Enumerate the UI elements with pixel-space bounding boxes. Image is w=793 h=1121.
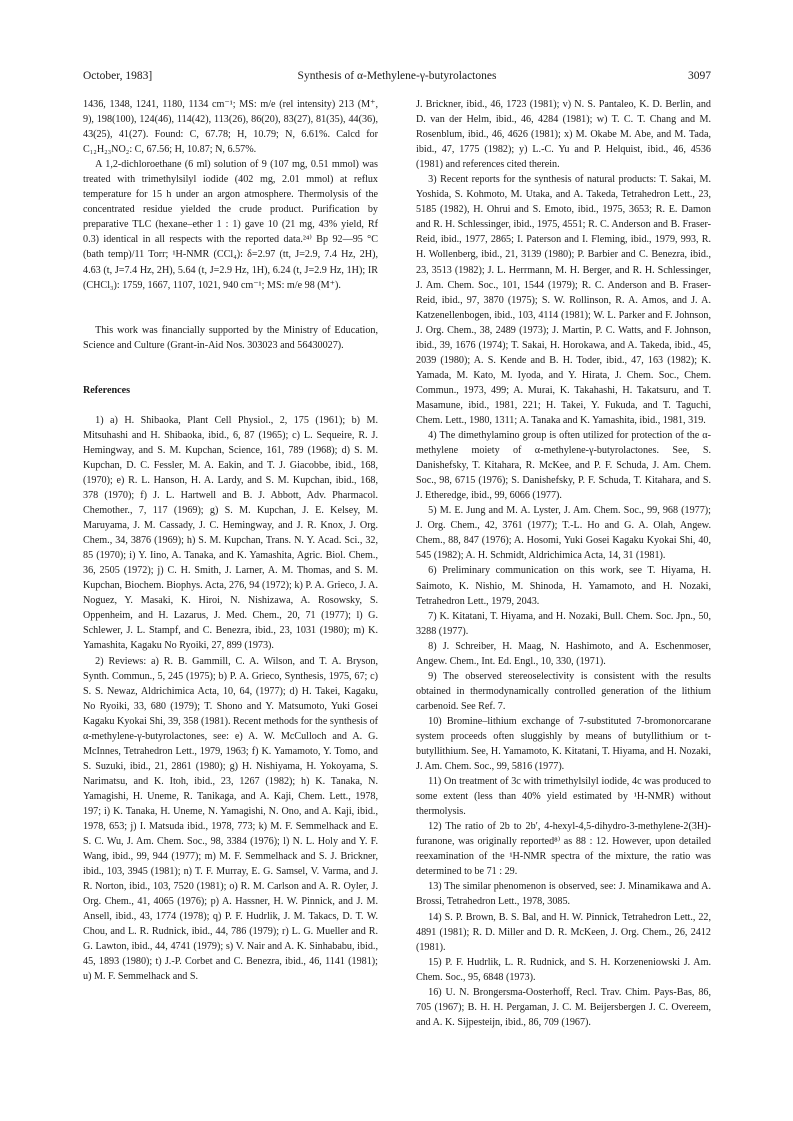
experimental-paragraph: A 1,2-dichloroethane (6 ml) solution of 9 (107 mg, 0.51 mmol) was treated with trimethylsilyl iodide (402 mg, 2.01 mmol) at reflux temperature for 15 h under an argon atmosphere. Thermolysis of the concentrated residue yielded the crude product. Purification by preparative TLC (hexane–ether 1 : 1) gave 10 (21 mg, 43% yield, Rf 0.3) identical in all respects with the reported data.²⁴⁾ Bp 92—95 °C (bath temp)/11 Torr; ¹H-NMR (CCl₄): δ=2.97 (tt, J=2.9, 7.4 Hz, 2H), 4.63 (t, J=7.4 Hz, 2H), 5.64 (t, J=2.9 Hz, 1H), 6.24 (t, J=2.9 Hz, 1H); IR (CHCl₃): 1759, 1667, 1107, 1021, 940 cm⁻¹; MS: m/e 98 (M⁺). [83, 159, 378, 291]
reference-3: 3) Recent reports for the synthesis of natural products: T. Sakai, M. Yoshida, S. Kohmoto, M. Utaka, and A. Takeda, Tetrahedron Lett., 23, 5185 (1982), H. Ohrui and S. Emoto, ibid., 1975, 3653; R. E. Damon and R. H. Schlessinger, ibid., 1975, 4551; R. C. Anderson and B. Fraser-Reid, ibid., 1977, 2865; I. Paterson and I. Fleming, ibid., 1979, 993, R. H. Wollenberg, ibid., 21, 3139 (1980); P. Barbier and C. Benezra, ibid., 23, 3513 (1982); J. L. Herrmann, M. H. Berger, and R. H. Schlessinger, J. Am. Chem. Soc., 101, 1544 (1979); R. C. Anderson and B. Fraser-Reid, ibid., 97, 3870 (1975); S. W. Rollinson, R. A. Amos, and J. A. Katzenellenbogen, ibid., 103, 4114 (1981); W. L. Parker and F. Johnson, J. Org. Chem., 38, 2489 (1973); J. Martin, P. C. Watts, and F. Johnson, ibid., 39, 1676 (1974); T. Sakai, H. Horokawa, and A. Takeda, ibid., 45, 2039 (1980); A. S. Kende and B. H. Toder, ibid., 47, 163 (1982); K. Yamada, M. Kato, M. Iyoda, and Y. Hirata, J. Chem. Soc., Chem. Commun., 1973, 499; A. Murai, K. Takahashi, H. Takatsuru, and T. Masamune, ibid., 1981, 221; H. Takei, Y. Fukuda, and T. Taguchi, Chem. Lett., 1980, 1311; A. Tanaka and K. Yamashita, ibid., 1981, 319. [416, 174, 711, 426]
right-column [416, 97, 711, 1030]
reference-7: 7) K. Kitatani, T. Hiyama, and H. Nozaki, Bull. Chem. Soc. Jpn., 50, 3288 (1977). [416, 610, 711, 637]
header-title: Synthesis of α-Methylene-γ-butyrolactones [297, 70, 497, 82]
reference-11: 11) On treatment of 3c with trimethylsilyl iodide, 4c was produced to some extent (less than 40% yield estimated by ¹H-NMR) without thermolysis. [416, 776, 711, 818]
reference-15: 15) P. F. Hudrlik, L. R. Rudnick, and S. H. Korzeneniowski J. Am. Chem. Soc., 95, 6848 (1973). [416, 956, 711, 983]
reference-1: 1) a) H. Shibaoka, Plant Cell Physiol., 2, 175 (1961); b) M. Mitsuhashi and H. Shibaoka, ibid., 6, 87 (1965); c) L. Sequeire, R. J. Hemingway, and S. M. Kupchan, Science, 161, 789 (1968); d) S. M. Kupchan, D. C. Fessler, M. A. Eakin, and T. J. Giacobbe, ibid., 168, (1970); e) R. L. Hanson, H. A. Lardy, and S. M. Kupchan, ibid., 168, 378 (1970); f) J. L. Hartwell and B. J. Abbott, Adv. Pharmacol. Chemother., 7, 117 (1969); g) S. M. Kupchan, J. E. Kelsey, M. Maruyama, J. M. Cassady, J. C. Hemingway, and J. R. Knox, J. Org. Chem., 34, 3876 (1969); h) S. M. Kupchan, Trans. N. Y. Acad. Sci., 32, 85 (1970); i) Y. Iino, A. Tanaka, and K. Yamashita, Agric. Biol. Chem., 36, 2505 (1972); j) C. H. Smith, J. Larner, A. M. Thomas, and S. M. Kupchan, Biochem. Biophys. Acta, 276, 94 (1972); k) P. A. Grieco, J. A. Noguez, Y. Masaki, K. Hiroi, N. Nishizawa, A. Rosowsky, S. Oppenheim, and H. Lazarus, J. Med. Chem., 20, 71 (1977); l) G. Schlewer, J. L. Stampf, and C. Benezra, ibid., 23, 1031 (1980); m) K. Yamashita, Kagaku No Ryoiki, 27, 899 (1973). [83, 414, 378, 652]
experimental-continued: 1436, 1348, 1241, 1180, 1134 cm⁻¹; MS: m/e (rel intensity) 213 (M⁺, 9), 198(100), 124(46), 114(42), 113(26), 86(20), 83(27), 81(35), 44(36), 43(25), 41(27). Found: C, 67.78; H, 10.79; N, 6.61%. Calcd for C₁₂H₂₃NO₂: C, 67.56; H, 10.87; N, 6.57%. [83, 99, 378, 156]
reference-12: 12) The ratio of 2b to 2b′, 4-hexyl-4,5-dihydro-3-methylene-2(3H)-furanone, was originally reported⁸⁾ as 88 : 12. However, upon detailed reexamination of the ¹H-NMR spectra of the mixture, the ratio was determined to be 71 : 29. [416, 821, 711, 878]
reference-6: 6) Preliminary communication on this work, see T. Hiyama, H. Saimoto, K. Nishio, M. Shinoda, H. Yamamoto, and H. Nozaki, Tetrahedron Lett., 1979, 2043. [416, 565, 711, 607]
reference-13: 13) The similar phenomenon is observed, see: J. Minamikawa and A. Brossi, Tetrahedron Lett., 1978, 3085. [416, 881, 711, 908]
reference-2-continued: J. Brickner, ibid., 46, 1723 (1981); v) N. S. Pantaleo, K. D. Berlin, and D. van der Helm, ibid., 46, 4284 (1981); w) T. C. T. Chang and M. Rosenblum, ibid., 46, 4626 (1981); x) M. Okabe M. Abe, and M. Tada, ibid., 47, 1775 (1982); y) L.-C. Yu and P. Helquist, ibid., 46, 4536 (1981) and references cited therein. [416, 99, 711, 171]
reference-8: 8) J. Schreiber, H. Maag, N. Hashimoto, and A. Eschenmoser, Angew. Chem., Int. Ed. Engl., 10, 330, (1971). [416, 640, 711, 667]
header-date: October, 1983] [83, 70, 153, 82]
reference-14: 14) S. P. Brown, B. S. Bal, and H. W. Pinnick, Tetrahedron Lett., 22, 4891 (1981); R. D. Miller and D. R. McKeen, J. Org. Chem., 26, 2412 (1981). [416, 911, 711, 953]
reference-2: 2) Reviews: a) R. B. Gammill, C. A. Wilson, and T. A. Bryson, Synth. Commun., 5, 245 (1975); b) P. A. Grieco, Synthesis, 1975, 67; c) S. S. Newaz, Aldrichimica Acta, 10, 64, (1977); d) H. Takei, Kagaku, No Ryoiki, 33, 680 (1979); T. Shono and Y. Matsumoto, Yuki Gosei Kagaku Kyokai Shi, 39, 358 (1981). Recent methods for the synthesis of α-methylene-γ-butyrolactones, see: e) A. W. McCulloch and A. G. McInnes, Tetrahedron Lett., 1979, 1963; f) K. Yamamoto, Y. Tomo, and S. Suzuki, ibid., 21, 2861 (1980); g) H. Nishiyama, H. Yokoyama, S. Narimatsu, and K. Itoh, ibid., 23, 1267 (1982); h) K. Tanaka, N. Yamagishi, H. Uneme, R. Tanikaga, and A. Kaji, Chem. Lett., 1978, 197; i) K. Tanaka, H. Uneme, N. Yamagishi, N. Ono, and A. Kaji, ibid., 1978, 653; j) I. Matsuda ibid., 1978, 773; k) M. F. Semmelhack and E. S. C. Wu, J. Am. Chem. Soc., 98, 3384 (1976); l) N. L. Holy and Y. F. Wang, ibid., 99, 944 (1977); m) M. F. Semmelhack and S. J. Brickner, ibid., 103, 3945 (1981); n) T. F. Murray, E. G. Samsel, V. Varma, and J. R. Norton, ibid., 103, 7520 (1981); o) R. M. Carlson and A. R. Oyler, J. Org. Chem., 41, 4065 (1976); p) A. Hassner, H. W. Pinnick, and J. M. Ansell, ibid., 43, 1774 (1978); q) P. F. Hudrlik, J. M. Takacs, D. T. W. Chou, and L. R. Rudnick, ibid., 44, 786 (1979); r) L. G. Mueller and R. G. Lawton, ibid., 44, 4741 (1979); s) V. Nair and A. K. Sinhababu, ibid., 45, 1893 (1980); t) J.-P. Corbet and C. Benezra, ibid., 46, 1141 (1981); u) M. F. Semmelhack and S. [83, 655, 378, 983]
running-header [83, 70, 711, 86]
reference-4: 4) The dimethylamino group is often utilized for protection of the α-methylene moiety of α-methylene-γ-butyrolactones. See, S. Danishefsky, T. Kitahara, R. McKee, and P. F. Schuda, J. Am. Chem. Soc., 98, 6715 (1976); S. Danishefsky, P. F. Schuda, T. Kitahara, and S. J. Etheredge, ibid., 99, 6066 (1977). [416, 430, 711, 502]
references-heading: References [83, 384, 131, 396]
reference-16: 16) U. N. Brongersma-Oosterhoff, Recl. Trav. Chim. Pays-Bas, 86, 705 (1967); B. H. H. Pergaman, J. C. M. Beijersbergen J. C. Overeem, and A. K. Sijpesteijn, ibid., 86, 709 (1967). [416, 986, 711, 1028]
left-column [83, 97, 378, 985]
header-page-number: 3097 [688, 70, 711, 82]
reference-9: 9) The observed stereoselectivity is consistent with the results obtained in thermodynamically controlled generation of the lithium carbenoid. See Ref. 7. [416, 670, 711, 712]
reference-5: 5) M. E. Jung and M. A. Lyster, J. Am. Chem. Soc., 99, 968 (1977); J. Org. Chem., 42, 3761 (1977); T.-L. Ho and G. A. Olah, Angew. Chem., 88, 847 (1976); A. Hosomi, Yuki Gosei Kagaku Kyokai Shi, 40, 545 (1982); A. H. Schmidt, Aldrichimica Acta, 14, 31 (1981). [416, 505, 711, 562]
reference-10: 10) Bromine–lithium exchange of 7-substituted 7-bromonorcarane system proceeds often sluggishly by means of butyllithium or t-butyllithium. See, H. Yamamoto, K. Kitatani, T. Hiyama, and H. Nozaki, J. Am. Chem. Soc., 99, 5816 (1977). [416, 715, 711, 773]
acknowledgment: This work was financially supported by the Ministry of Education, Science and Culture (Grant-in-Aid Nos. 303023 and 56430027). [83, 324, 378, 351]
